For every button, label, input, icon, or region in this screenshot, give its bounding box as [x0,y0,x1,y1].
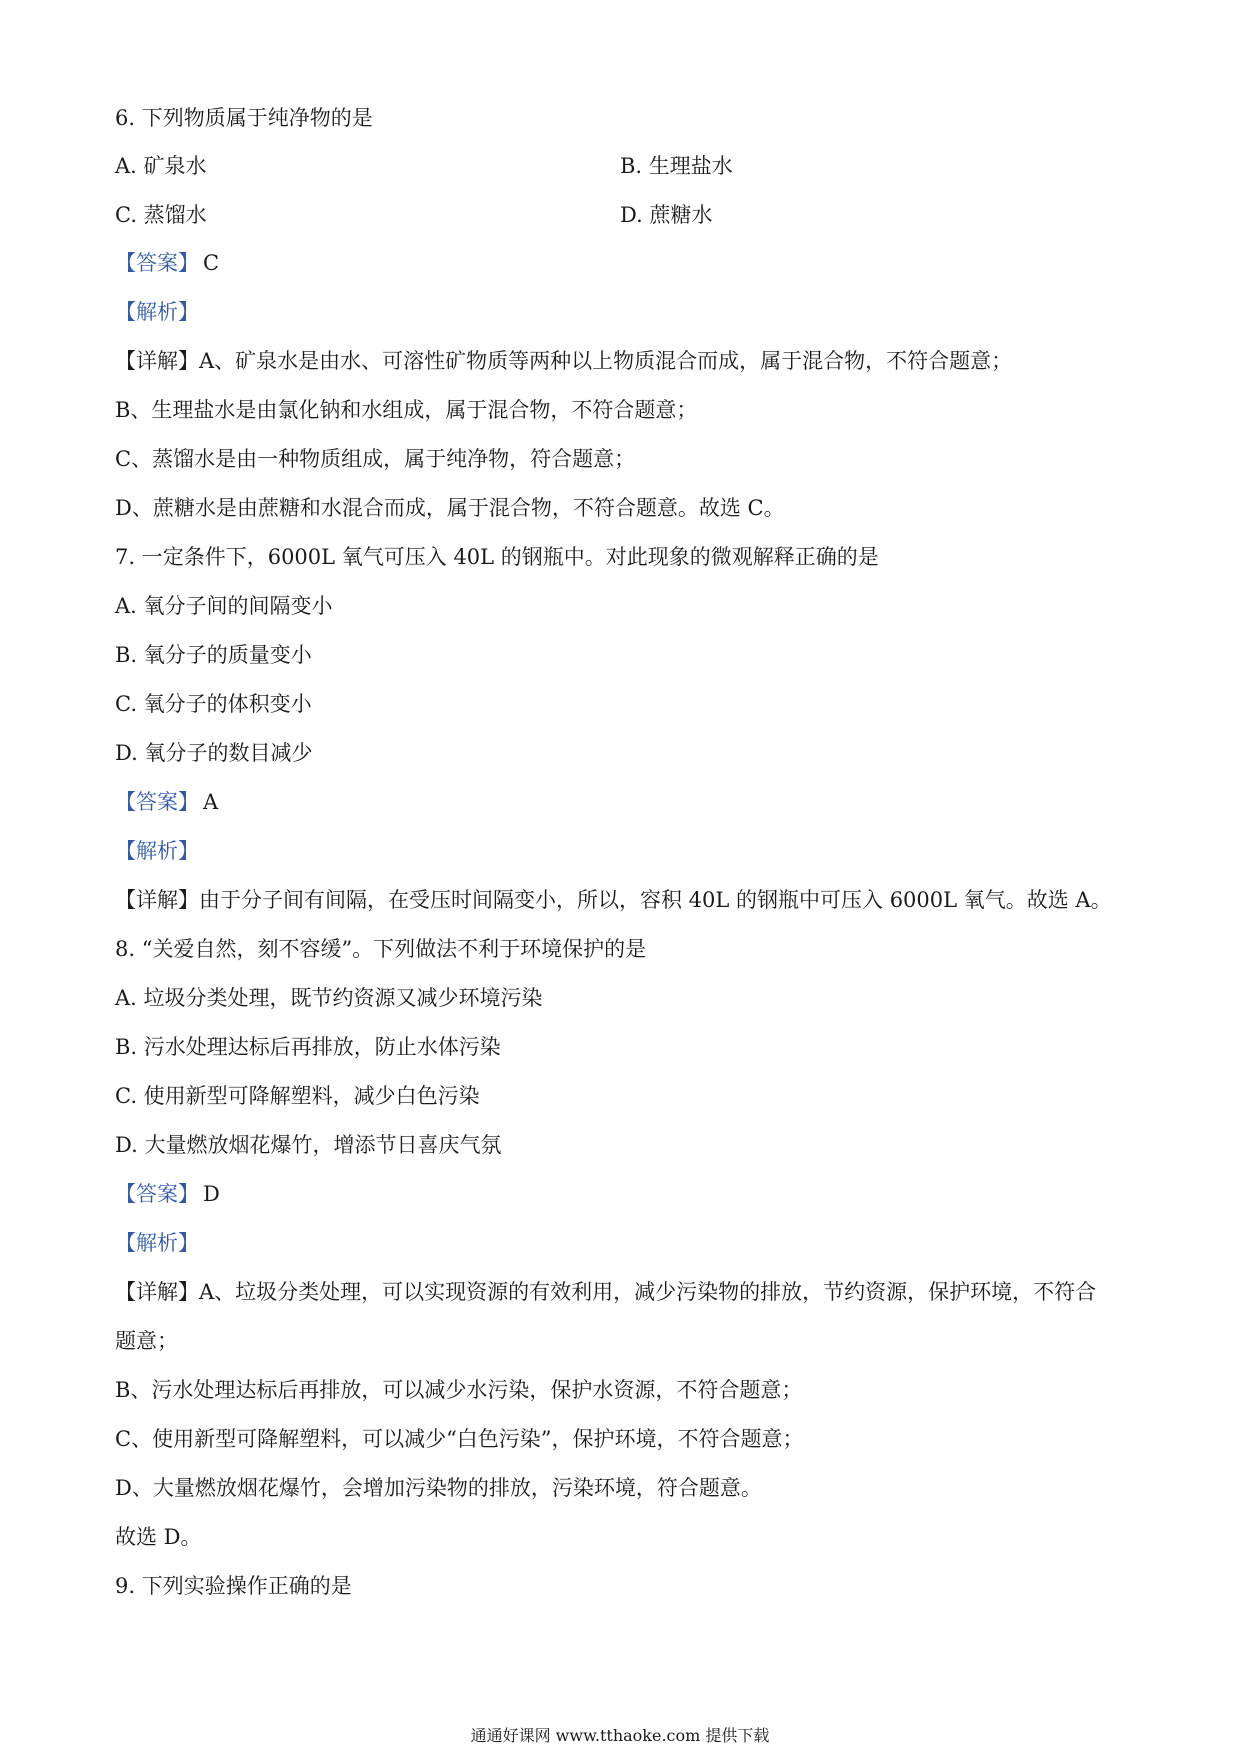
q7-analysis-tag: 【解析】 [115,839,199,863]
q8-stem: 8. “关爱自然，刻不容缓”。下列做法不利于环境保护的是 [115,937,647,961]
answer-value: C [203,251,220,275]
q8-option-a: A. 垃圾分类处理，既节约资源又减少环境污染 [115,986,543,1010]
detail-tag: 【详解】 [115,888,199,912]
q8-option-d: D. 大量燃放烟花爆竹，增添节日喜庆气氛 [115,1133,502,1157]
q6-option-b: B. 生理盐水 [620,154,733,178]
q8-option-b: B. 污水处理达标后再排放，防止水体污染 [115,1035,501,1059]
q8-option-c: C. 使用新型可降解塑料，减少白色污染 [115,1084,480,1108]
q8-detail-2: 题意； [115,1329,178,1353]
q9-stem: 9. 下列实验操作正确的是 [115,1574,352,1598]
q6-detail-4: D、蔗糖水是由蔗糖和水混合而成，属于混合物，不符合题意。故选 C。 [115,496,785,520]
q6-detail-3: C、蒸馏水是由一种物质组成，属于纯净物，符合题意； [115,447,636,471]
q6-detail-1 [115,346,1135,376]
answer-value: D [203,1182,220,1206]
q6-answer [115,248,1135,278]
q7-option-a: A. 氧分子间的间隔变小 [115,594,333,618]
q8-detail-5: D、大量燃放烟花爆竹，会增加污染物的排放，污染环境，符合题意。 [115,1476,762,1500]
detail-tag: 【详解】 [115,349,199,373]
q7-option-d: D. 氧分子的数目减少 [115,741,313,765]
q7-option-c: C. 氧分子的体积变小 [115,692,312,716]
detail-text: 由于分子间有间隔，在受压时间隔变小，所以，容积 40L 的钢瓶中可压入 6000L 氧气。故选 A。 [199,888,1112,912]
detail-text: A、矿泉水是由水、可溶性矿物质等两种以上物质混合而成，属于混合物，不符合题意； [199,349,1013,373]
q7-option-b: B. 氧分子的质量变小 [115,643,312,667]
q8-detail-3: B、污水处理达标后再排放，可以减少水污染，保护水资源，不符合题意； [115,1378,803,1402]
q8-detail-4: C、使用新型可降解塑料，可以减少“白色污染”，保护环境，不符合题意； [115,1427,804,1451]
q8-detail-1 [115,1277,1135,1307]
q6-option-a: A. 矿泉水 [115,154,207,178]
answer-value: A [203,790,219,814]
q7-detail-1 [115,885,1135,915]
q8-answer [115,1179,1135,1209]
answer-tag: 【答案】 [115,790,199,814]
q8-analysis-tag: 【解析】 [115,1231,199,1255]
q6-option-d: D. 蔗糖水 [620,203,713,227]
q6-detail-2: B、生理盐水是由氯化钠和水组成，属于混合物，不符合题意； [115,398,698,422]
detail-tag: 【详解】 [115,1280,199,1304]
q8-detail-6: 故选 D。 [115,1525,202,1549]
q7-answer [115,787,1135,817]
answer-tag: 【答案】 [115,251,199,275]
q7-stem: 7. 一定条件下，6000L 氧气可压入 40L 的钢瓶中。对此现象的微观解释正确的是 [115,545,879,569]
q6-stem: 6. 下列物质属于纯净物的是 [115,106,373,130]
answer-tag: 【答案】 [115,1182,199,1206]
detail-text: A、垃圾分类处理，可以实现资源的有效利用，减少污染物的排放，节约资源，保护环境，不符合 [199,1280,1097,1304]
q6-analysis-tag: 【解析】 [115,300,199,324]
page-footer: 通通好课网 www.tthaoke.com 提供下载 [470,1726,770,1745]
q6-option-c: C. 蒸馏水 [115,203,207,227]
